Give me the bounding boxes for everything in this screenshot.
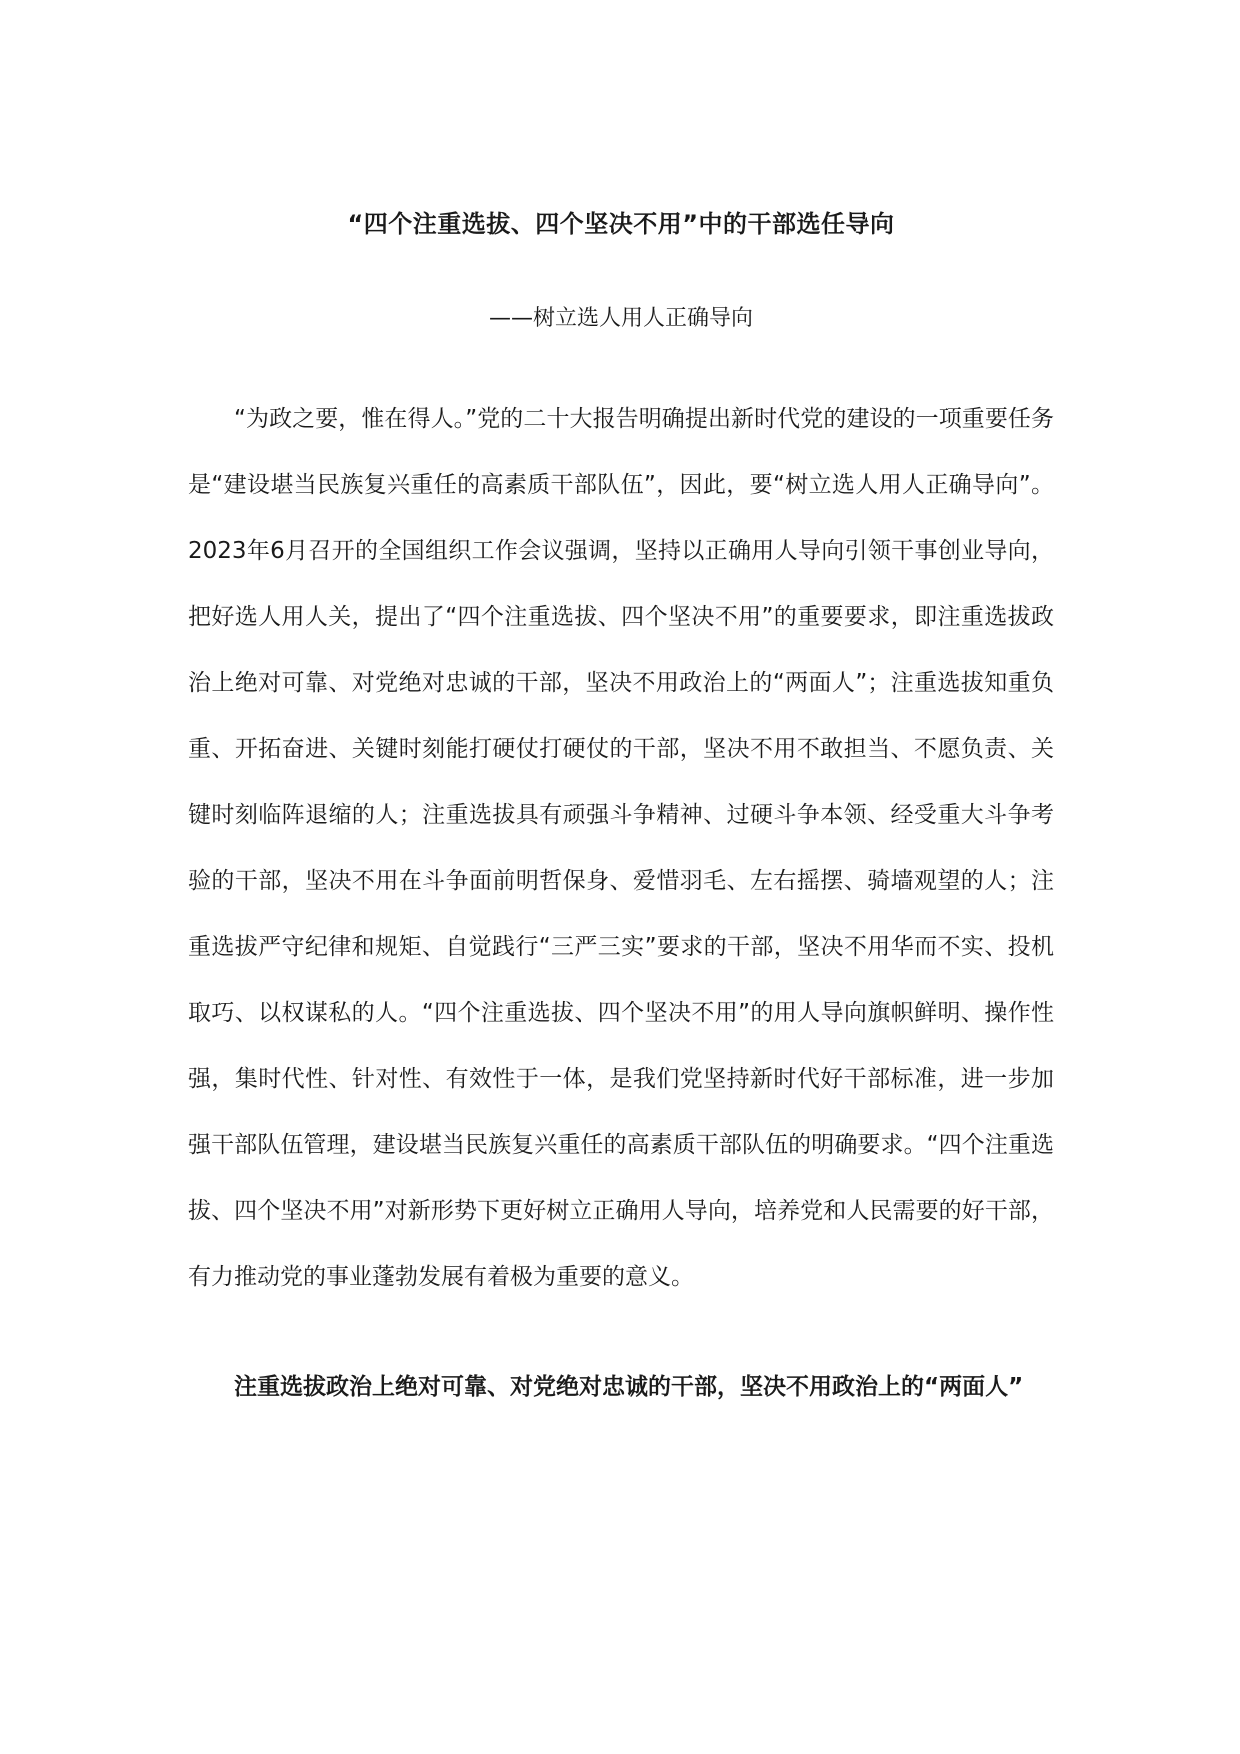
document-content [188, 204, 1054, 1420]
document-title: “四个注重选拔、四个坚决不用”中的干部选任导向 [347, 210, 895, 238]
section-heading: 注重选拔政治上绝对可靠、对党绝对忠诚的干部，坚决不用政治上的“两面人” [234, 1374, 1024, 1400]
document-subtitle: ——树立选人用人正确导向 [488, 306, 753, 331]
body-paragraph: “为政之要，惟在得人。”党的二十大报告明确提出新时代党的建设的一项重要任务是“建设堪当民族复兴重任的高素质干部队伍”，因此，要“树立选人用人正确导向”。2023年6月召开的全国组织工作会议强调，坚持以正确用人导向引领干事创业导向，把好选人用人关，提出了“四个注重选拔、四个坚决不用”的重要要求，即注重选拔政治上绝对可靠、对党绝对忠诚的干部，坚决不用政治上的“两面人”；注重选拔知重负重、开拓奋进、关键时刻能打硬仗打硬仗的干部，坚决不用不敢担当、不愿负责、关键时刻临阵退缩的人；注重选拔具有顽强斗争精神、过硬斗争本领、经受重大斗争考验的干部，坚决不用在斗争面前明哲保身、爱惜羽毛、左右摇摆、骑墙观望的人；注重选拔严守纪律和规矩、自觉践行“三严三实”要求的干部，坚决不用华而不实、投机取巧、以权谋私的人。“四个注重选拔、四个坚决不用”的用人导向旗帜鲜明、操作性强，集时代性、针对性、有效性于一体，是我们党坚持新时代好干部标准，进一步加强干部队伍管理，建设堪当民族复兴重任的高素质干部队伍的明确要求。“四个注重选拔、四个坚决不用”对新形势下更好树立正确用人导向，培养党和人民需要的好干部，有力推动党的事业蓬勃发展有着极为重要的意义。 [188, 406, 1054, 1290]
